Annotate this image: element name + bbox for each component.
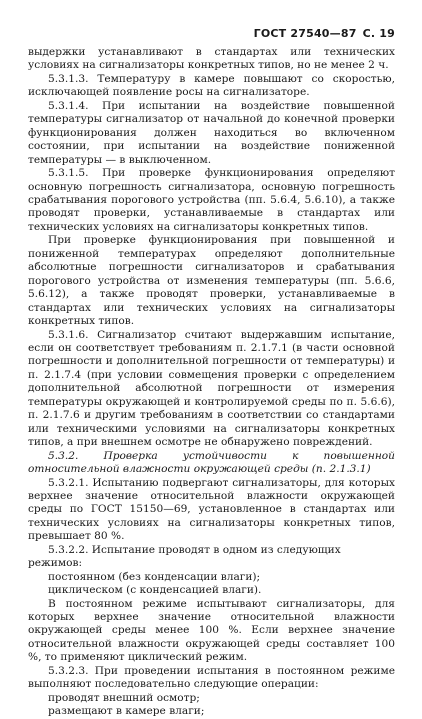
paragraph: В постоянном режиме испытывают сигнализаторы, для которых верхнее значение относительной влажности окружающей среды менее 100 %. Если верхнее значение относительной влажности окружающей среды составляет 100 %, то применяют циклический режим. <box>28 597 395 664</box>
standard-number: ГОСТ 27540—87 <box>253 27 357 40</box>
paragraph: 5.3.2.2. Испытание проводят в одном из следующих режимов: <box>28 543 341 570</box>
paragraph: 5.3.2.1. Испытанию подвергают сигнализаторы, для которых верхнее значение относительной влажности окружающей среды по ГОСТ 15150—69, установленное в стандартах или технических условиях на сигнализаторы конкретных типов, превышает 80 %. <box>28 476 395 543</box>
section-heading: 5.3.2. Проверка устойчивости к повышенной относительной влажности окружающей среды (п. 2.1.3.1) <box>28 449 395 476</box>
page-number: С. 19 <box>362 27 395 40</box>
paragraph: При проверке функционирования при повышенной и пониженной температурах определяют дополнительные абсолютные погрешности сигнализаторов и срабатывания порогового устройства от изменения температуры (пп. 5.6.6, 5.6.12), а также проводят проверки, устанавливаемые в стандартах или технических условиях на сигнализаторы конкретных типов. <box>28 234 395 328</box>
paragraph: 5.3.1.5. При проверке функционирования определяют основную погрешность сигнализатора, основную погрешность срабатывания порогового устройства (пп. 5.6.4, 5.6.10), а также проводят проверки, устанавливаемые в стандартах или технических условиях на сигнализаторы конкретных типов. <box>28 167 395 233</box>
list-item: размещают в камере влаги; <box>48 705 205 718</box>
paragraph: выдержки устанавливают в стандартах или технических условиях на сигнализаторы конкретных типов, но не менее 2 ч. <box>28 46 395 72</box>
paragraph: 5.3.2.3. При проведении испытания в постоянном режиме выполняют последовательно следующие операции: <box>28 664 395 691</box>
list-item: проводят внешний осмотр; <box>48 691 200 704</box>
list-item: циклическом (с конденсацией влаги). <box>48 584 262 597</box>
paragraph: 5.3.1.6. Сигнализатор считают выдержавшим испытание, если он соответствует требованиям п. 2.1.7.1 (в части основной погрешности и дополнительной погрешности от температуры) и п. 2.1.7.4 (при условии совмещения проверки с определением дополнительной абсолютной погрешности от измерения температуры окружающей и контролируемой среды по п. 5.6.6), п. 2.1.7.6 и другим требованиям в соответствии со стандартами или техническими условиями на сигнализаторы конкретных типов, а при внешнем осмотре не обнаружено повреждений. <box>28 328 395 449</box>
paragraph: 5.3.1.4. При испытании на воздействие повышенной температуры сигнализатор от начальной до конечной проверки функционирования должен находиться во включенном состоянии, при испытании на воздействие пониженной температуры — в выключенном. <box>28 99 395 166</box>
paragraph: 5.3.1.3. Температуру в камере повышают со скоростью, исключающей появление росы на сигнализаторе. <box>28 72 395 99</box>
running-header <box>28 26 395 42</box>
list-item: постоянном (без конденсации влаги); <box>48 570 261 583</box>
document-body <box>28 46 395 719</box>
